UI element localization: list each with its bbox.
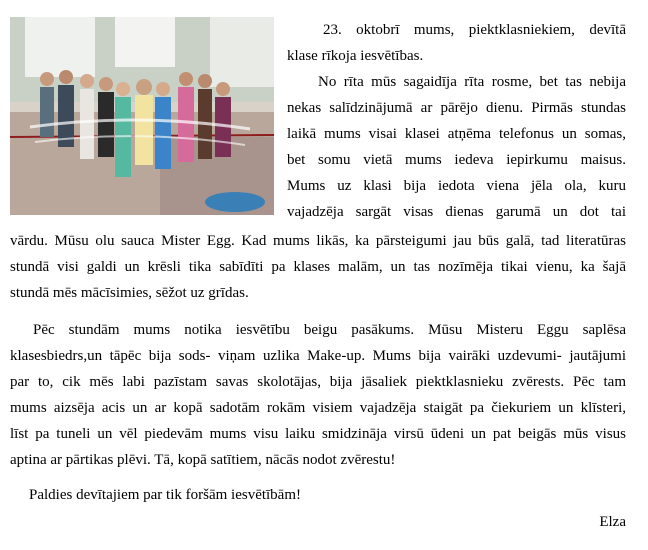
article-line: līst pa tuneli un vēl piedevām mums visu laiku smidzināja virsū ūdeni un pat beigās mūs visus xyxy=(10,426,626,442)
article-line: No rīta mūs sagaidīja rīta rosme, bet tas nebija xyxy=(318,74,626,90)
article-line: Mums uz klasi bija iedota viena jēla ola, kuru xyxy=(287,178,626,194)
article-line: aptina ar pārtikas plēvi. Tā, kopā satītiem, nācās nodot zvērestu! xyxy=(10,452,396,468)
article-line: mums aizsēja acis un ar kopā sadotām rokām visiem vajadzēja staigāt pa čiekuriem un klīsteri, xyxy=(10,400,626,416)
article-line: vajadzēja sargāt visas dienas garumā un dot tai xyxy=(287,204,626,220)
article-line: stundā mēs mācīsimies, sēžot uz grīdas. xyxy=(10,285,249,301)
article-line: nekas salīdzinājumā ar pārējo dienu. Pirmās stundas xyxy=(287,100,626,116)
article-line: 23. oktobrī mums, piektklasniekiem, devītā xyxy=(323,22,626,38)
article-line: Pēc stundām mums notika iesvētību beigu pasākums. Mūsu Misteru Eggu saplēsa xyxy=(33,322,626,338)
article-line: par to, cik mēs labi pazīstam savas skolotājas, bija jāsaliek piektklasnieku zvērests. Pēc tam xyxy=(10,374,626,390)
article-line: Paldies devītajiem par tik foršām iesvētībām! xyxy=(29,487,302,503)
author-signature: Elza xyxy=(599,514,626,530)
class-photo xyxy=(10,17,274,215)
article-line: klase rīkoja iesvētības. xyxy=(287,48,424,64)
article-line: klasesbiedrs,un tāpēc bija sods- viņam uzlika Make-up. Mums bija vairāki uzdevumi- jautājumi xyxy=(10,348,626,364)
article-line: vārdu. Mūsu olu sauca Mister Egg. Kad mums likās, ka pārsteigumi jau būs galā, tad literatūras xyxy=(10,233,626,249)
article-line: bet somu vietā mums iedeva iepirkumu maisus. xyxy=(287,152,626,168)
article-line: laikā mums visai klasei atņēma telefonus un somas, xyxy=(287,126,626,142)
article-line: stundā visi galdi un krēsli tika sabīdīti pa klases malām, un tas nozīmēja tikai vienu, ka šajā xyxy=(10,259,626,275)
